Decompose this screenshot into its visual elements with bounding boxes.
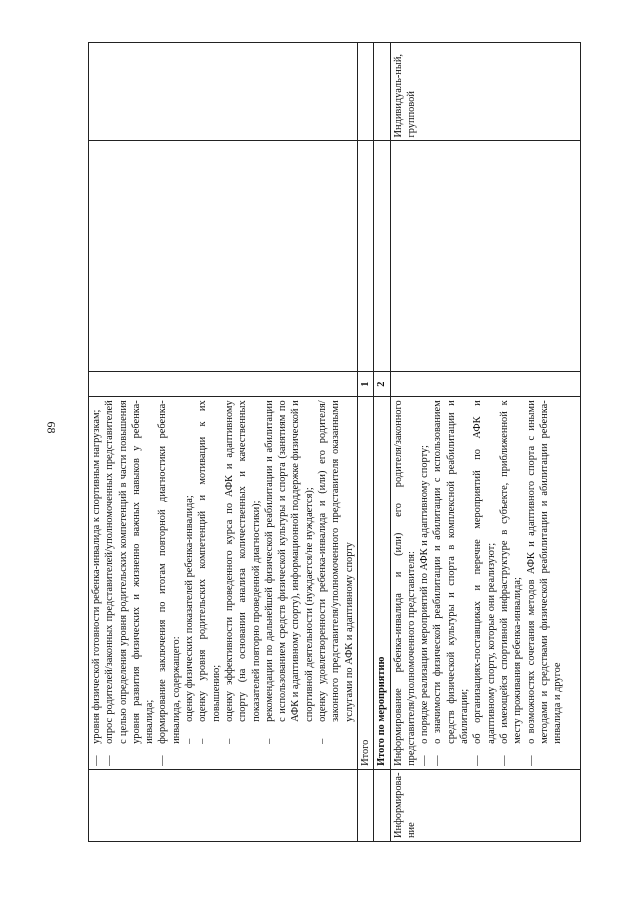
list-item-text: оценку уровня родительских компетенций и мотивации к их повышению;	[197, 400, 222, 722]
page-number: 68	[44, 421, 59, 434]
dash-marker: —	[91, 755, 102, 766]
sub-list-item	[183, 400, 196, 766]
content-cell	[390, 397, 580, 770]
dash-marker: —	[432, 755, 444, 766]
dash-marker: —	[157, 755, 169, 766]
count-cell	[89, 371, 358, 396]
list-item	[103, 400, 156, 766]
mode-cell	[374, 43, 390, 142]
blank-cell	[89, 141, 358, 371]
list-item-text: оценку удовлетворенности ребенка-инвалида и (или) его родителя/законного представителя/уполномоченного представителя оказанными услугами по АФК и адаптивному спорту	[317, 400, 355, 722]
sub-list-item	[263, 400, 316, 766]
blank-cell	[357, 141, 373, 371]
list-item-text: о значимости физической реабилитации и абилитации с использованием средств физической культуры и спорта в комплексной реабилитации и абилитации;	[432, 400, 471, 744]
table-row	[357, 43, 373, 842]
list-item-text: об организациях-поставщиках и перечне мероприятий по АФК и адаптивному спорту, которые они реализуют;	[472, 400, 497, 744]
itogo-event-value: 2	[374, 371, 390, 396]
itogo-label: Итого	[357, 397, 373, 770]
list-item-text: рекомендации по дальнейшей физической реабилитации и абилитации с использованием средств физической культуры и спорта (занятиям по АФК и адаптивному спорту), информационной поддержке физической и спортивной деятельности (нуждается/не нуждается);	[263, 400, 315, 722]
list-item-text: об имеющейся спортивной инфраструктуре в субъекте, приближенной к месту проживания ребенка-инвалида;	[498, 400, 524, 744]
list-item-text: оценку эффективности проведенного курса по АФК и адаптивному спорту (на основании анализа количественных и качественных показателей повторно проведенной диагностики);	[223, 400, 262, 722]
dash-marker: —	[525, 755, 537, 766]
dash-marker: —	[472, 755, 484, 766]
list-item-text: о возможностях сочетания методов АФК и адаптивного спорта с иными методами и средствами физической реабилитации и абилитации ребенка-инвалида и другое	[525, 400, 564, 744]
dash-marker: —	[104, 755, 116, 766]
list-item	[498, 400, 525, 766]
rotated-table-sheet	[88, 42, 618, 842]
count-cell	[390, 371, 580, 396]
list-item	[90, 400, 103, 766]
dash-marker: —	[419, 755, 431, 766]
form-cell	[374, 769, 390, 841]
list-item	[431, 400, 471, 766]
list-item	[525, 400, 565, 766]
table-row	[374, 43, 390, 842]
itogo-value: 1	[357, 371, 373, 396]
mode-cell	[89, 43, 358, 142]
content-cell	[89, 397, 358, 770]
list-item	[471, 400, 498, 766]
list-item-text: уровня физической готовности ребенка-инвалида к спортивным нагрузкам;	[91, 409, 102, 744]
table-row	[89, 43, 358, 842]
sub-list-item	[223, 400, 263, 766]
form-label: Информирова-ние	[390, 769, 580, 841]
program-table	[88, 42, 581, 842]
mode-label: Индивидуаль-ный, групповой	[390, 43, 580, 142]
list-item-text: формирование заключения по итогам повторной диагностики ребенка-инвалида, содержащего:	[157, 400, 182, 744]
intro-text: Информирование ребенка-инвалида и (или) его родителя/законного представителя/уполномоченного представителя:	[392, 400, 417, 766]
form-cell	[357, 769, 373, 841]
list-item-text: о порядке реализации мероприятий по АФК и адаптивному спорту;	[419, 445, 431, 744]
blank-cell	[390, 141, 580, 371]
table-row	[390, 43, 580, 842]
dash-marker: –	[263, 738, 275, 744]
list-item-text: оценку физических показателей ребенка-инвалида;	[184, 495, 196, 722]
dash-marker: –	[184, 738, 196, 744]
list-item-text: опрос родителей/законных представителей/уполномоченных представителей с целью определения уровня родительских компетенций в части повышения уровня развития физических и жизненно важных навыков у ребенка-инвалида;	[104, 400, 156, 744]
blank-cell	[374, 141, 390, 371]
form-cell	[89, 769, 358, 841]
dash-marker: –	[223, 738, 235, 744]
sub-list-item	[316, 400, 356, 766]
list-item	[156, 400, 183, 766]
dash-marker: –	[317, 738, 329, 744]
mode-cell	[357, 43, 373, 142]
list-item	[418, 400, 431, 766]
sub-list-item	[196, 400, 223, 766]
dash-marker: –	[197, 738, 209, 744]
itogo-event-label: Итого по мероприятию	[374, 397, 390, 770]
dash-marker: —	[498, 755, 510, 766]
